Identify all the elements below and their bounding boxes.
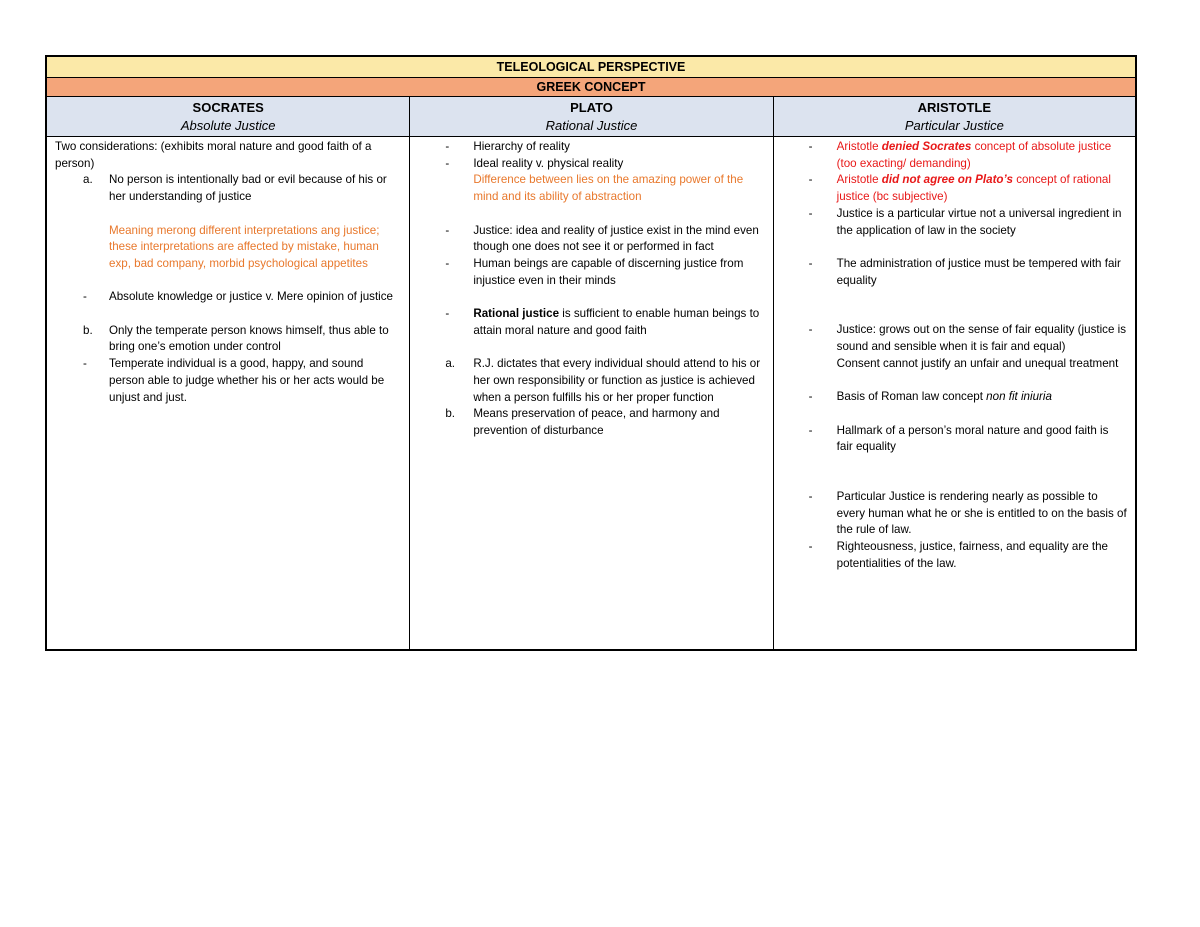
list-marker: - [808,540,813,554]
list-marker: - [808,173,813,187]
list-item [782,139,1127,172]
list-marker: - [445,307,450,320]
text-run: concept of absolute justice (too exacting/ demanding) [836,140,1112,170]
socrates-intro: Two considerations: (exhibits moral nature and good faith of a person) [55,140,372,170]
table-title: TELEOLOGICAL PERSPECTIVE [47,57,1135,78]
list-text [473,306,764,339]
list-marker: - [808,489,813,503]
text-run: Aristotle [836,173,882,187]
list-text [837,172,1127,205]
list-text: Righteousness, justice, fairness, and equality are the potentialities of the law. [836,540,1108,570]
list-item [782,322,1127,355]
header-concept: Rational Justice [545,118,638,133]
header-concept: Absolute Justice [180,118,276,133]
list-item [782,389,1127,406]
list-text: Ideal reality v. physical reality [473,156,624,170]
list-text: Temperate individual is a good, happy, and sound person able to judge whether his or her acts would be unjust and just. [109,357,385,404]
list-marker: - [808,256,813,270]
column-bodies [47,137,1135,649]
list-text: The administration of justice must be tempered with fair equality [836,256,1121,287]
text-run: concept of rational justice (bc subjective) [836,173,1111,204]
list-marker: b. [445,407,455,421]
socrates-note: Meaning merong different interpretations ang justice; these interpretations are affected by mistake, human exp, bad company, morbid psychological appetites [109,223,380,270]
list-item [55,356,401,406]
list-item [782,256,1127,289]
list-item [782,206,1127,239]
aristotle-cell [774,137,1135,649]
header-name: PLATO [570,100,613,115]
list-marker: b. [83,323,93,337]
socrates-cell [47,137,410,649]
list-item [782,489,1127,539]
list-item [782,172,1127,205]
list-item [782,539,1127,572]
list-marker: - [83,290,87,304]
list-item [418,223,764,256]
list-item [55,323,401,356]
list-text: Hierarchy of reality [473,140,570,153]
list-marker: - [808,206,813,220]
header-socrates [47,97,410,137]
emphasis-text: denied Socrates [881,140,972,153]
list-text: Justice: grows out on the sense of fair equality (justice is sound and sensible when it is fair and equal) [836,323,1126,354]
plato-note: Difference between lies on the amazing power of the mind and its ability of abstraction [473,173,744,204]
list-marker: - [445,256,450,270]
concept-table [45,55,1137,651]
list-text [837,139,1127,172]
list-text: No person is intentionally bad or evil because of his or her understanding of justice [109,173,387,204]
list-text: Particular Justice is rendering nearly as possible to every human what he or she is entitled to on the basis of the rule of law. [836,489,1127,537]
text-run: Aristotle [836,140,882,153]
list-marker: - [445,140,450,153]
list-text: Only the temperate person knows himself, thus able to bring one’s emotion under control [109,323,389,354]
header-plato [410,97,773,137]
list-marker: a. [445,357,455,371]
list-item [782,423,1127,456]
column-headers [47,97,1135,137]
list-item [418,256,764,289]
list-marker: - [808,423,813,437]
list-marker: - [445,223,450,237]
list-item [418,356,764,406]
list-text: Human beings are capable of discerning justice from injustice even in their minds [473,256,744,287]
list-item [418,156,764,173]
list-text: Justice: idea and reality of justice exist in the mind even though one does not see it or performed in fact [473,223,759,254]
plato-cell [410,137,773,649]
list-marker: - [808,323,813,337]
list-item [418,139,764,156]
header-name: ARISTOTLE [917,100,992,115]
list-item [418,406,764,439]
consent-text: Consent cannot justify an unfair and unequal treatment [836,356,1119,370]
list-item [418,306,764,339]
list-text: Absolute knowledge or justice v. Mere opinion of justice [109,290,393,304]
header-concept: Particular Justice [904,118,1004,133]
list-marker: a. [83,173,93,187]
table-subtitle: GREEK CONCEPT [47,78,1135,97]
list-marker: - [83,357,87,371]
list-item [55,172,401,205]
text-run: Basis of Roman law concept [836,390,987,404]
list-marker: - [445,156,450,170]
header-name: SOCRATES [192,100,264,115]
emphasis-text: non fit iniuria [986,390,1052,404]
list-text: Justice is a particular virtue not a universal ingredient in the application of law in the society [836,206,1122,237]
list-item [55,289,401,306]
list-text: Hallmark of a person’s moral nature and good faith is fair equality [836,423,1109,454]
rational-justice-desc: is sufficient to enable human beings to attain moral nature and good faith [473,307,760,337]
list-text: Means preservation of peace, and harmony and prevention of disturbance [473,407,720,437]
header-aristotle [774,97,1135,137]
list-text [837,389,1052,406]
list-marker: - [808,140,813,153]
emphasis-text: did not agree on Plato’s [881,173,1013,187]
list-marker: - [808,390,813,404]
list-text: R.J. dictates that every individual should attend to his or her own responsibility or function as justice is achieved when a person fulfills his or her proper function [473,357,761,404]
rational-justice-term: Rational justice [473,307,560,320]
